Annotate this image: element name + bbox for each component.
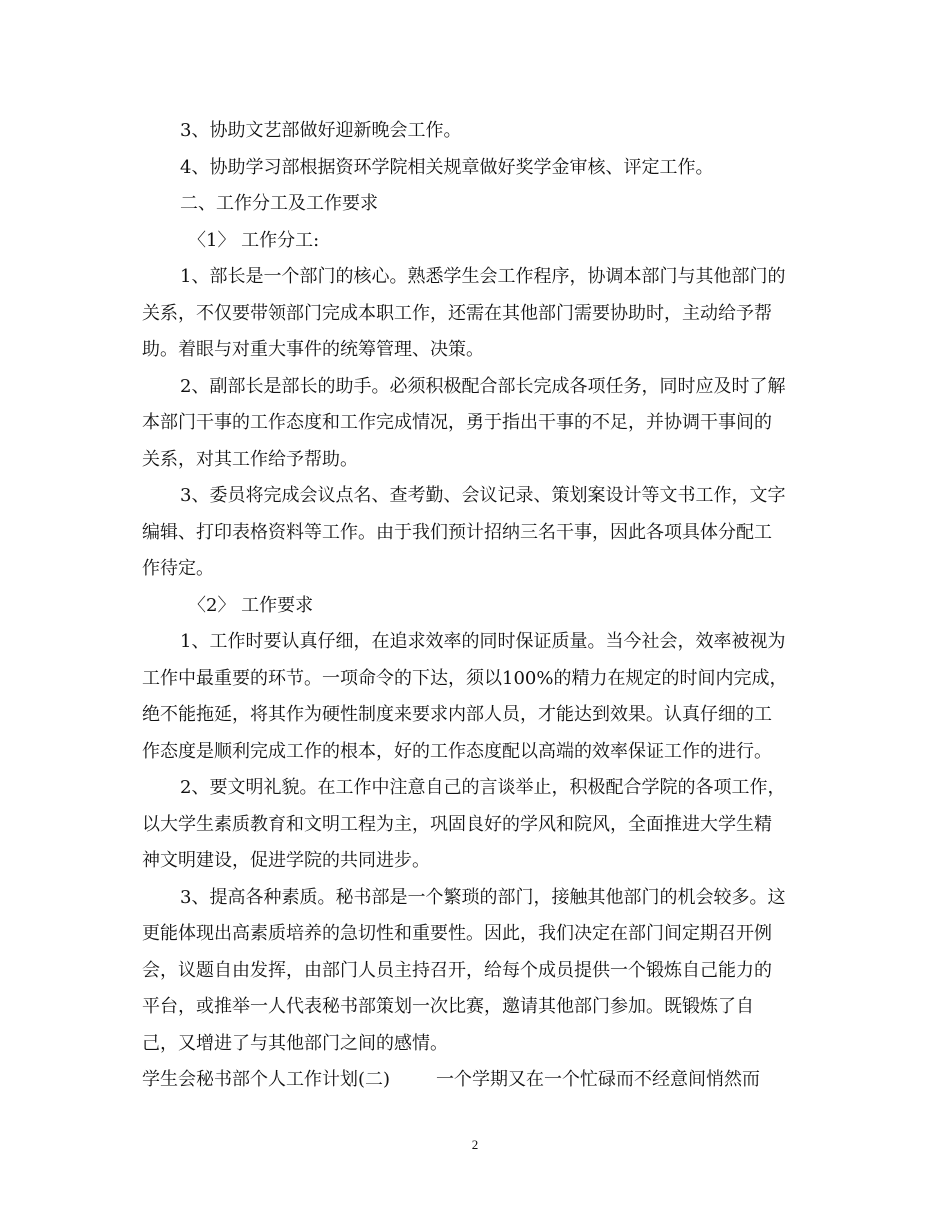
paragraph-line: 编辑、打印表格资料等工作。由于我们预计招纳三名干事，因此各项具体分配工 xyxy=(142,522,772,543)
paragraph-line: 助。着眼与对重大事件的统筹管理、决策。 xyxy=(142,339,484,360)
paragraph-line: 更能体现出高素质培养的急切性和重要性。因此，我们决定在部门间定期召开例 xyxy=(142,923,772,944)
paragraph-line: 3、提高各种素质。秘书部是一个繁琐的部门，接触其他部门的机会较多。这 xyxy=(180,887,786,908)
paragraph-line: 神文明建设，促进学院的共同进步。 xyxy=(142,850,430,871)
paragraph-line: 关系，对其工作给予帮助。 xyxy=(142,449,358,470)
paragraph-line: 2、要文明礼貌。在工作中注意自己的言谈举止，积极配合学院的各项工作， xyxy=(180,777,786,798)
paragraph-line: 关系，不仅要带领部门完成本职工作，还需在其他部门需要协助时，主动给予帮 xyxy=(142,303,772,324)
paragraph-line: 4、协助学习部根据资环学院相关规章做好奖学金审核、评定工作。 xyxy=(180,157,714,178)
paragraph-line: 1、部长是一个部门的核心。熟悉学生会工作程序，协调本部门与其他部门的 xyxy=(180,266,786,287)
paragraph-line: 3、委员将完成会议点名、查考勤、会议记录、策划案设计等文书工作，文字 xyxy=(180,485,786,506)
paragraph-line: 平台，或推举一人代表秘书部策划一次比赛，邀请其他部门参加。既锻炼了自 xyxy=(142,996,754,1017)
next-section-intro: 一个学期又在一个忙碌而不经意间悄然而 xyxy=(436,1069,761,1090)
subsection-heading: 〈1〉 工作分工: xyxy=(188,230,320,251)
paragraph-line: 以大学生素质教育和文明工程为主，巩固良好的学风和院风，全面推进大学生精 xyxy=(142,814,772,835)
paragraph-line: 2、副部长是部长的助手。必须积极配合部长完成各项任务，同时应及时了解 xyxy=(180,376,786,397)
page-number: 2 xyxy=(471,1137,479,1152)
next-section-line xyxy=(142,1068,760,1092)
paragraph-line: 己，又增进了与其他部门之间的感情。 xyxy=(142,1033,448,1054)
next-section-title: 学生会秘书部个人工作计划(二) xyxy=(142,1069,391,1090)
paragraph-line: 作态度是顺利完成工作的根本，好的工作态度配以高端的效率保证工作的进行。 xyxy=(142,741,772,762)
paragraph-line: 3、协助文艺部做好迎新晚会工作。 xyxy=(180,120,462,141)
paragraph-line: 1、工作时要认真仔细，在追求效率的同时保证质量。当今社会，效率被视为 xyxy=(180,631,786,652)
paragraph-line: 绝不能拖延，将其作为硬性制度来要求内部人员，才能达到效果。认真仔细的工 xyxy=(142,704,772,725)
section-heading: 二、工作分工及工作要求 xyxy=(180,193,378,214)
paragraph-line: 工作中最重要的环节。一项命令的下达，须以100%的精力在规定的时间内完成， xyxy=(142,668,788,689)
paragraph-line: 会，议题自由发挥，由部门人员主持召开，给每个成员提供一个锻炼自己能力的 xyxy=(142,960,772,981)
subsection-heading: 〈2〉 工作要求 xyxy=(188,595,314,616)
paragraph-line: 本部门干事的工作态度和工作完成情况，勇于指出干事的不足，并协调干事间的 xyxy=(142,412,772,433)
paragraph-line: 作待定。 xyxy=(142,558,214,579)
